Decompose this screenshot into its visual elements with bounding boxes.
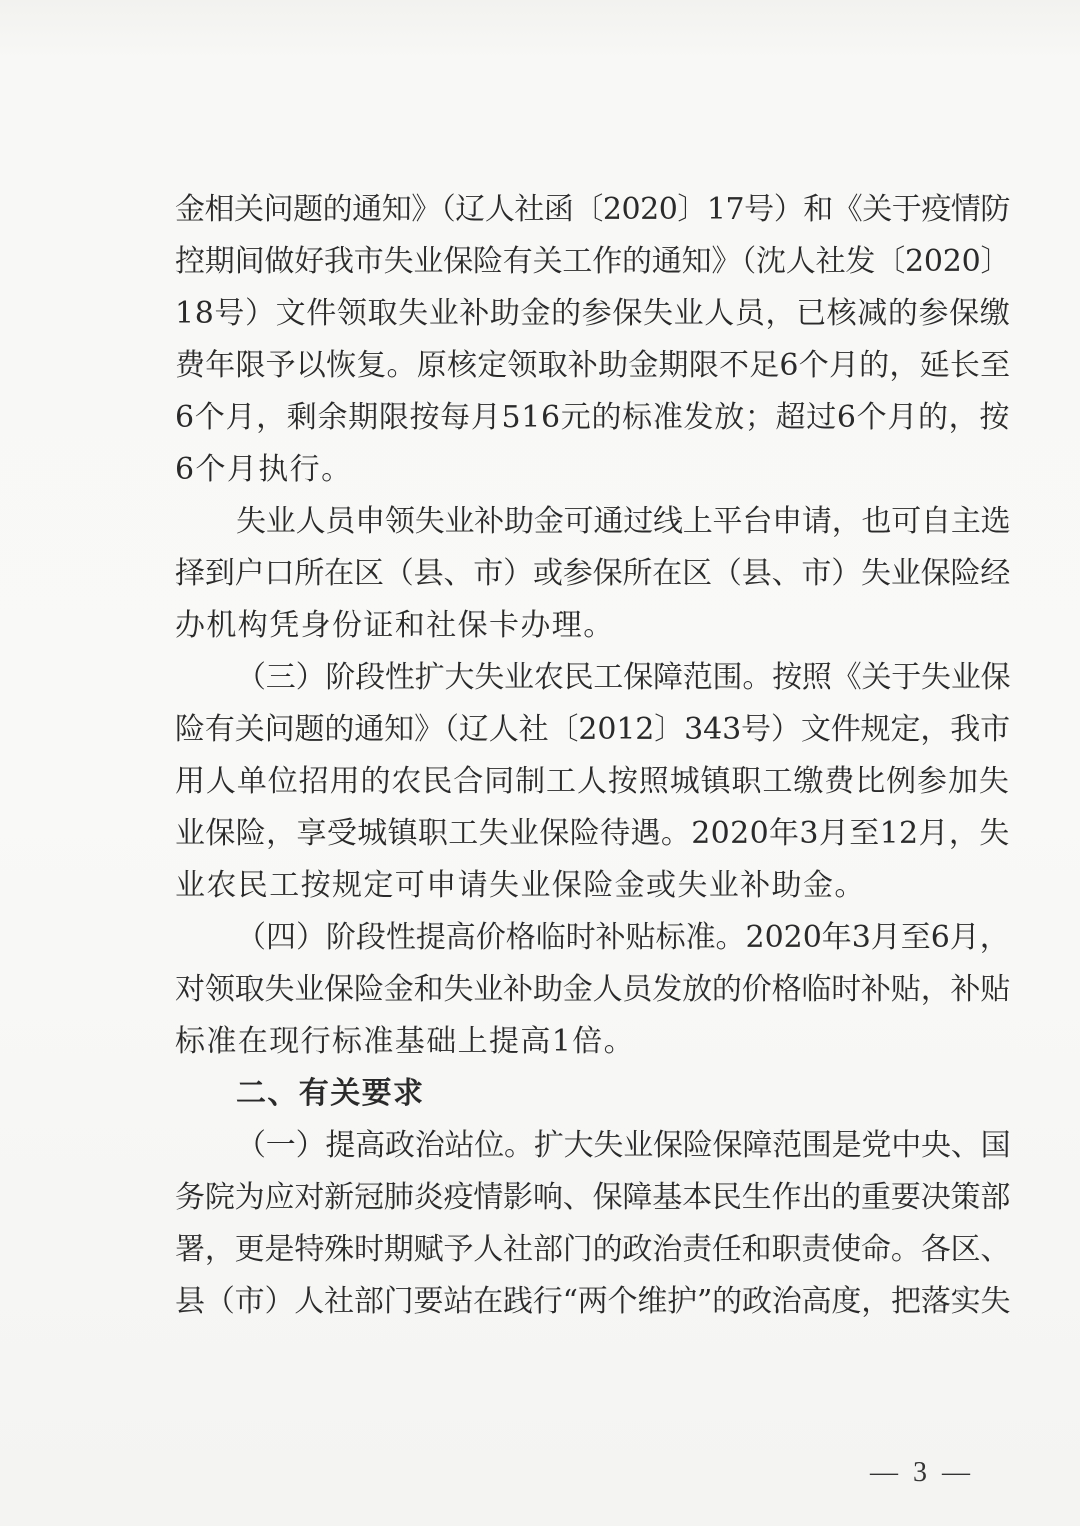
- text-line: 6个月执行。: [175, 452, 353, 487]
- page-number: — 3 —: [870, 1457, 974, 1488]
- text-line: 18号）文件领取失业补助金的参保失业人员，已核减的参保缴: [175, 296, 1011, 331]
- text-line: 署，更是特殊时期赋予人社部门的政治责任和职责使命。各区、: [175, 1232, 1011, 1267]
- text-line: （一）提高政治站位。扩大失业保险保障范围是党中央、国: [236, 1128, 1011, 1163]
- text-line: （三）阶段性扩大失业农民工保障范围。按照《关于失业保: [236, 660, 1011, 695]
- text-line: 对领取失业保险金和失业补助金人员发放的价格临时补贴，补贴: [175, 972, 1011, 1007]
- text-line: 业农民工按规定可申请失业保险金或失业补助金。: [175, 868, 866, 903]
- text-line: 县（市）人社部门要站在践行“两个维护”的政治高度，把落实失: [175, 1284, 1011, 1319]
- text-line: 务院为应对新冠肺炎疫情影响、保障基本民生作出的重要决策部: [175, 1180, 1011, 1215]
- text-line: 失业人员申领失业补助金可通过线上平台申请，也可自主选: [236, 504, 1011, 539]
- text-line: 金相关问题的通知》（辽人社函〔2020〕17号）和《关于疫情防: [175, 192, 1010, 227]
- text-line: 费年限予以恢复。原核定领取补助金期限不足6个月的，延长至: [175, 348, 1011, 383]
- text-line: 6个月，剩余期限按每月516元的标准发放；超过6个月的，按: [175, 400, 1011, 435]
- text-line: 择到户口所在区（县、市）或参保所在区（县、市）失业保险经: [175, 556, 1011, 591]
- text-line: 办机构凭身份证和社保卡办理。: [175, 608, 615, 643]
- section-heading: 二、有关要求: [236, 1076, 425, 1111]
- text-line: （四）阶段性提高价格临时补贴标准。2020年3月至6月，: [236, 920, 1010, 955]
- text-line: 用人单位招用的农民合同制工人按照城镇职工缴费比例参加失: [175, 764, 1010, 799]
- text-line: 险有关问题的通知》（辽人社〔2012〕343号）文件规定，我市: [175, 712, 1011, 747]
- text-line: 控期间做好我市失业保险有关工作的通知》（沈人社发〔2020〕: [175, 244, 1011, 279]
- text-line: 业保险，享受城镇职工失业保险待遇。2020年3月至12月，失: [175, 816, 1010, 851]
- text-line: 标准在现行标准基础上提高1倍。: [175, 1024, 636, 1059]
